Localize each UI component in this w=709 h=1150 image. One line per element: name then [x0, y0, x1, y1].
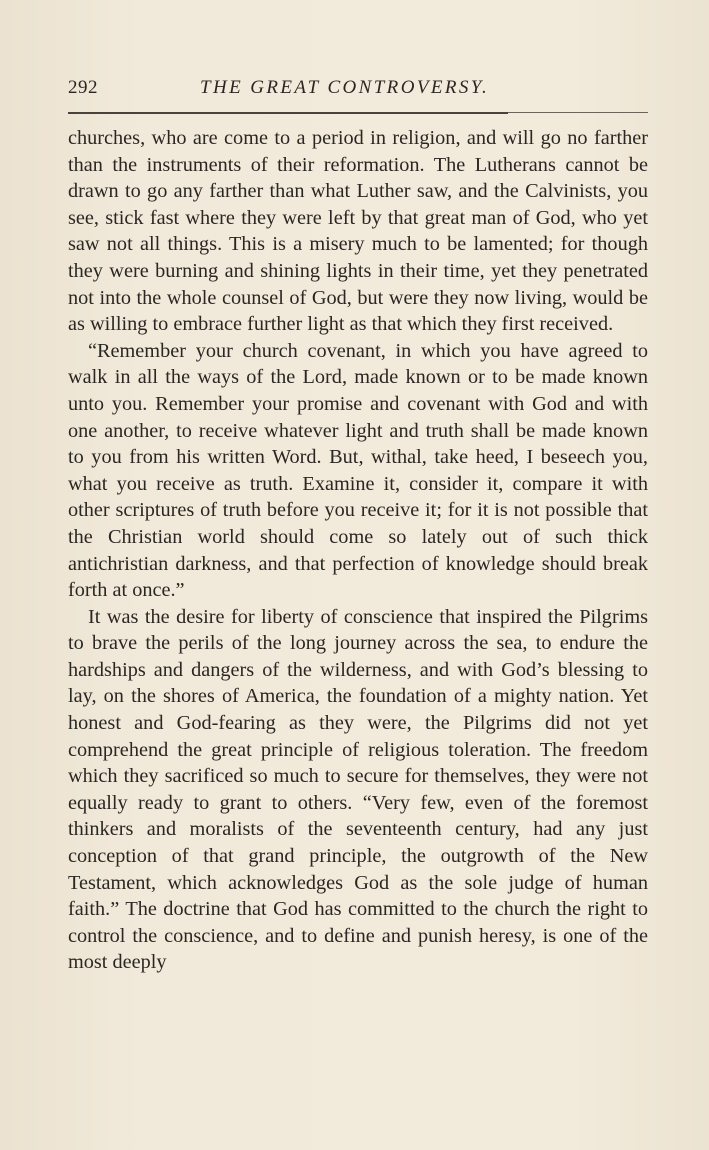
paragraph-continuation: churches, who are come to a period in religion, and will go no farther than the instruments of their reformation. The Lutherans cannot be drawn to go any farther than what Luther saw, and the Calvinists, you see, stick fast where they were left by that great man of God, who yet saw not all things. This is a misery much to be lamented; for though they were burning and shining lights in their time, yet they penetrated not into the whole counsel of God, but were they now living, would be as willing to embrace further light as that which they first received.	[68, 127, 648, 336]
header-rule-thick	[68, 112, 508, 114]
running-title: THE GREAT CONTROVERSY.	[200, 77, 490, 98]
page-number: 292	[68, 77, 98, 98]
paragraph-quote: “Remember your church covenant, in which you have agreed to walk in all the ways of the Lord, made known or to be made known unto you. Remember your promise and covenant with God and with one another, to receive whatever light and truth shall be made known to you from his written Word. But, withal, take heed, I beseech you, what you receive as truth. Examine it, consider it, compare it with other scriptures of truth before you receive it; for it is not possible that the Christian world should come so lately out of such thick antichristian darkness, and that perfection of knowledge should break forth at once.”	[68, 339, 648, 602]
body-text	[68, 125, 648, 976]
paragraph-pilgrims: It was the desire for liberty of conscience that inspired the Pilgrims to brave the perils of the long journey across the sea, to endure the hardships and dangers of the wilderness, and with God’s blessing to lay, on the shores of America, the foundation of a mighty nation. Yet honest and God-fearing as they were, the Pilgrims did not yet comprehend the great principle of religious toleration. The freedom which they sacrificed so much to secure for themselves, they were not equally ready to grant to others. “Very few, even of the foremost thinkers and moralists of the seventeenth century, had any just conception of that grand principle, the outgrowth of the New Testament, which acknowledges God as the sole judge of human faith.” The doctrine that God has committed to the church the right to control the conscience, and to define and punish heresy, is one of the most deeply	[68, 605, 648, 974]
header-rule	[68, 112, 648, 113]
page-header	[68, 77, 648, 101]
